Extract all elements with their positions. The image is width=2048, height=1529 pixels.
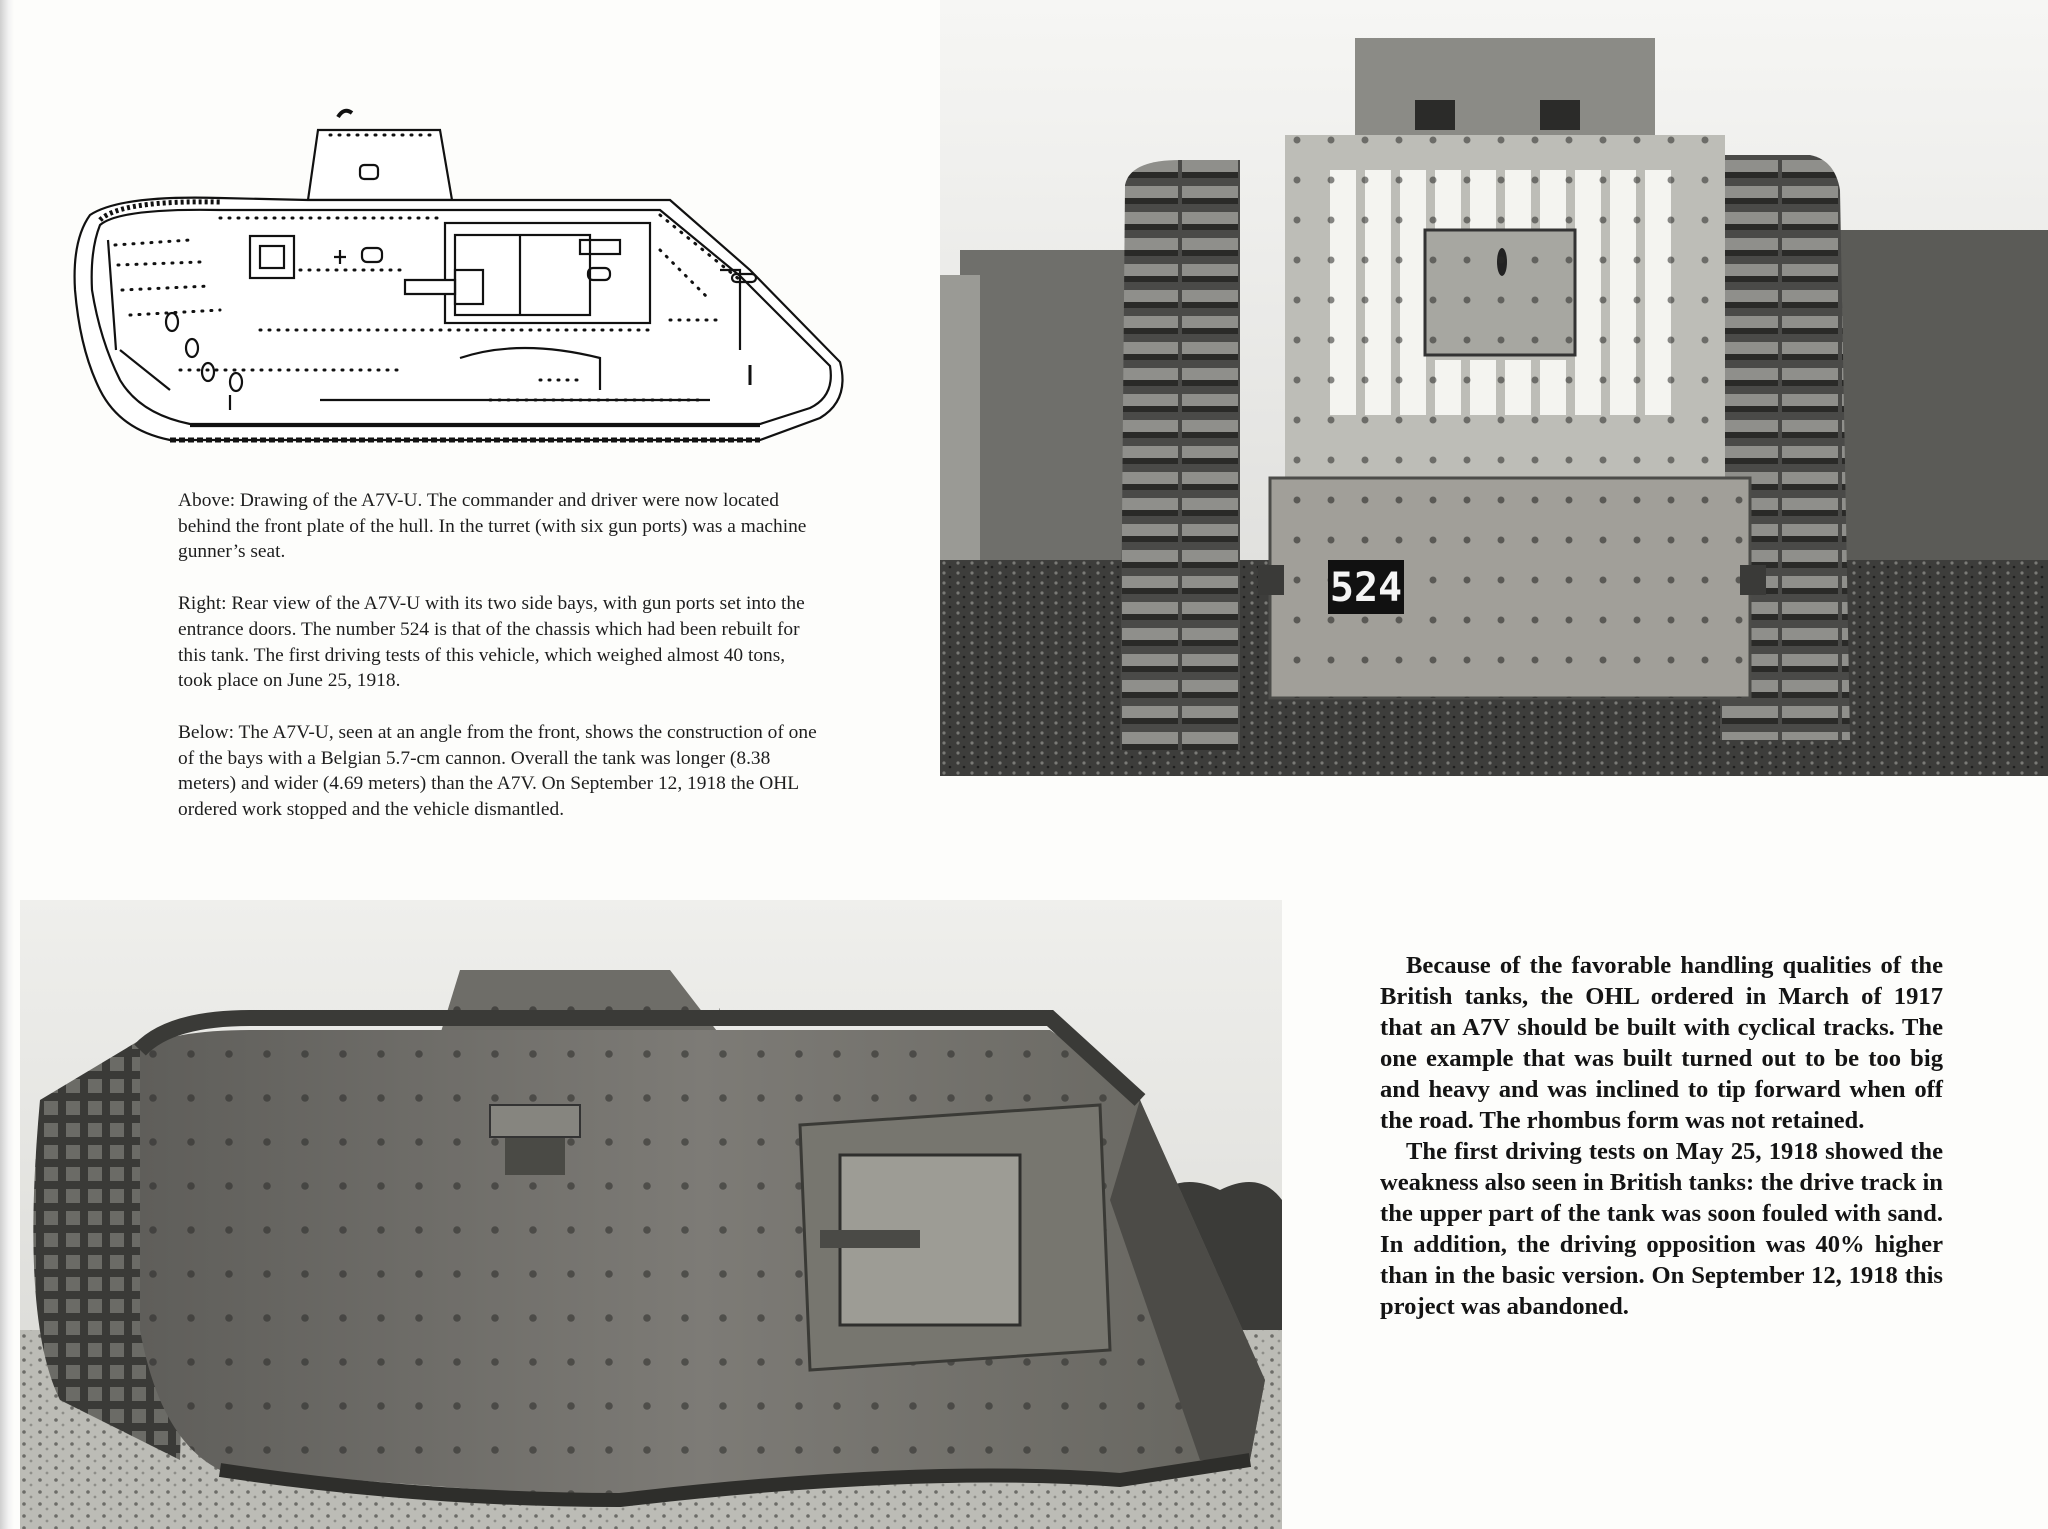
caption-below: Below: The A7V-U, seen at an angle from the front, shows the construction of one of the bays with a Belgian 5.7-cm cannon. Overall the tank was longer (8.38 meters) and wider (4.69 meters) than the A7V. On September 12, 1918 the OHL ordered work stopped and the vehicle dismantled.	[178, 721, 817, 821]
photo-front-svg	[20, 900, 1282, 1529]
article-body-text	[1380, 950, 1943, 1322]
figure-caption	[178, 488, 818, 849]
caption-right: Right: Rear view of the A7V-U with its two side bays, with gun ports set into the entrance doors. The number 524 is that of the chassis which had been rebuilt for this tank. The first driving tests of this vehicle, which weighed almost 40 tons, took place on June 25, 1918.	[178, 593, 805, 692]
paragraph-favorable-handling: Because of the favorable handling qualities of the British tanks, the OHL ordered in March of 1917 that an A7V should be built with cyclical tracks. The one example that was built turned out to be too big and heavy and was inclined to tip forward when off the road. The rhombus form was not retained.	[1380, 952, 1943, 1134]
photo-tank-rear-view	[940, 0, 2048, 776]
caption-above: Above: Drawing of the A7V-U. The commander and driver were now located behind the front plate of the hull. In the turret (with six gun ports) was a machine gunner’s seat.	[178, 490, 807, 563]
photo-tank-front-angle	[20, 900, 1282, 1529]
page-spine-shadow	[0, 0, 14, 1529]
chassis-number-524: 524	[1329, 565, 1403, 611]
paragraph-first-driving-tests: The first driving tests on May 25, 1918 showed the weakness also seen in British tanks: the drive track in the upper part of the tank was soon fouled with sand. In addition, the driving opposition was 40% higher than in the basic version. On September 12, 1918 this project was abandoned.	[1380, 1138, 1943, 1320]
tank-drawing-svg	[60, 100, 900, 445]
tank-line-drawing	[60, 100, 900, 445]
photo-rear-svg	[940, 0, 2048, 776]
